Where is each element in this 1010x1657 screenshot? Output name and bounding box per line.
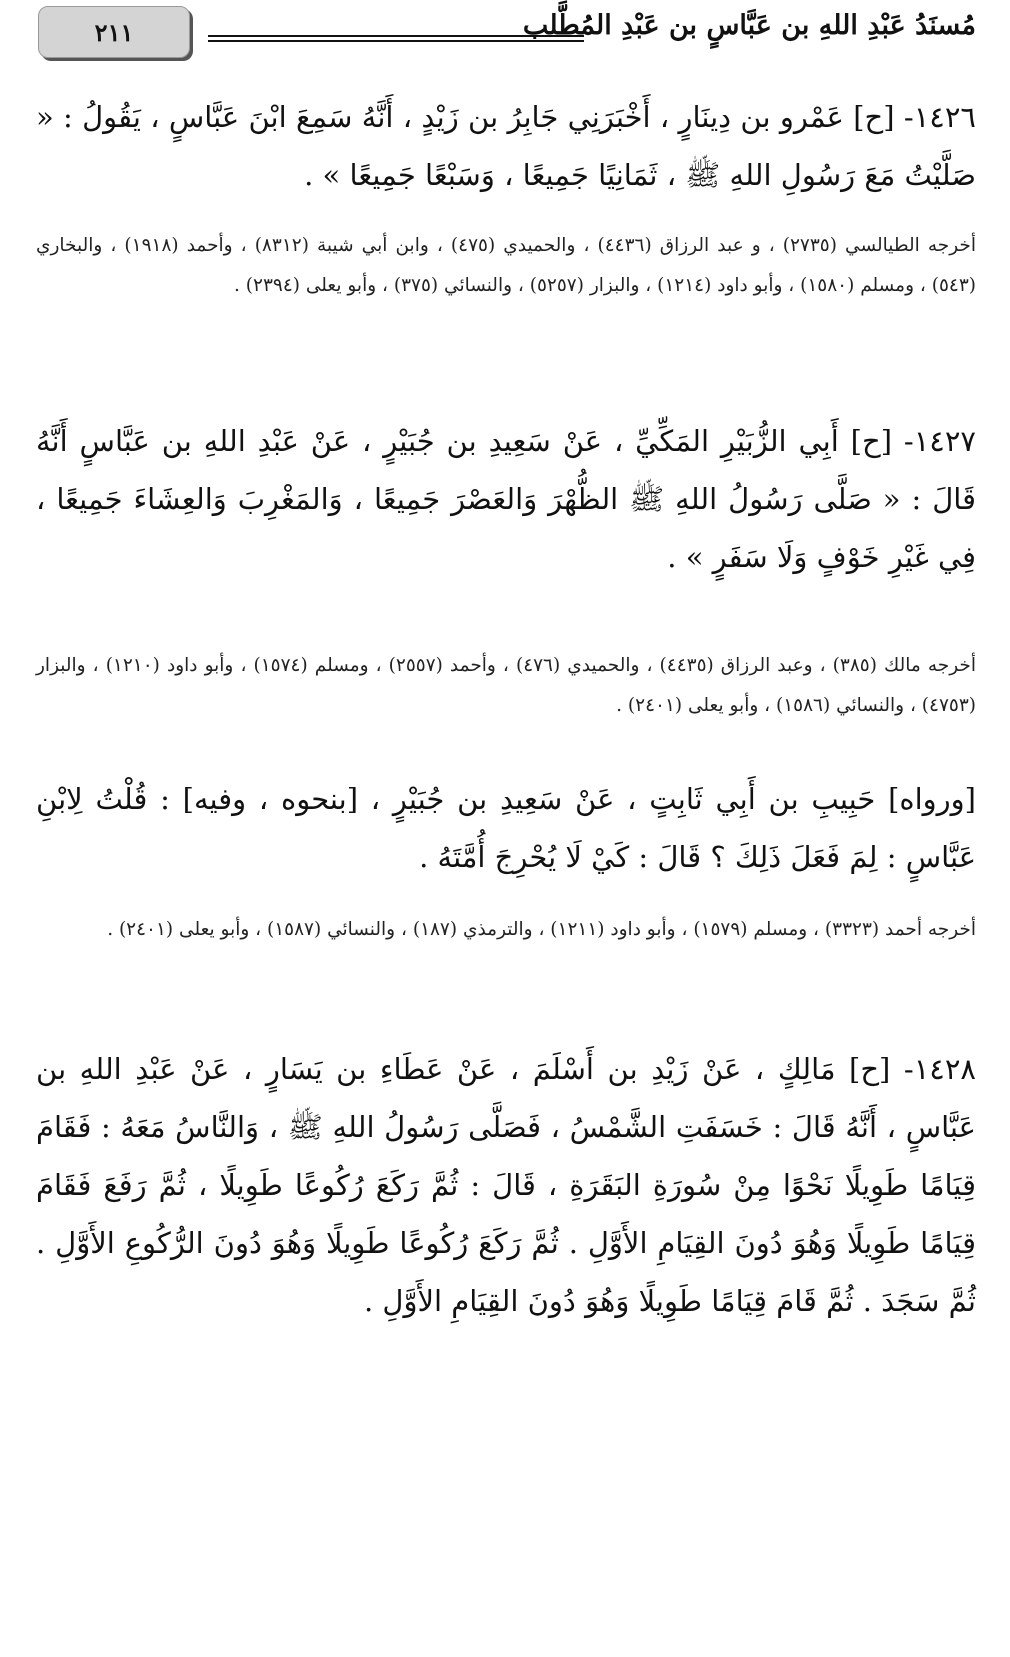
hadith-1426: ١٤٢٦- [ح] عَمْرو بن دِينَارٍ ، أَخْبَرَنِي جَابِرُ بن زَيْدٍ ، أَنَّهُ سَمِعَ ابْنَ عَبَّاسٍ ، يَقُولُ : « صَلَّيْتُ مَعَ رَسُولِ اللهِ ﷺ ، ثَمَانِيًا جَمِيعًا ، وَسَبْعًا جَمِيعًا » . bbox=[36, 100, 976, 192]
takhrij-1427-variant: أخرجه أحمد (٣٣٢٣) ، ومسلم (١٥٧٩) ، وأبو داود (١٢١١) ، والترمذي (١٨٧) ، والنسائي (١٥٨٧) ، وأبو يعلى (٢٤٠١) . bbox=[107, 919, 976, 940]
takhrij-1427: أخرجه مالك (٣٨٥) ، وعبد الرزاق (٤٤٣٥) ، والحميدي (٤٧٦) ، وأحمد (٢٥٥٧) ، ومسلم (١٥٧٤) ، وأبو داود (١٢١٠) ، والبزار (٤٧٥٣) ، والنسائي (١٥٨٦) ، وأبو يعلى (٢٤٠١) . bbox=[36, 655, 976, 716]
hadith-1427-variant: [ورواه] حَبِيبِ بن أَبِي ثَابِتٍ ، عَنْ سَعِيدِ بن جُبَيْرٍ ، [بنحوه ، وفيه] : قُلْتُ لِابْنِ عَبَّاسٍ : لِمَ فَعَلَ ذَلِكَ ؟ قَالَ : كَيْ لَا يُحْرِجَ أُمَّتَهُ . bbox=[36, 782, 976, 874]
hadith-1428: ١٤٢٨- [ح] مَالِكٍ ، عَنْ زَيْدِ بن أَسْلَمَ ، عَنْ عَطَاءِ بن يَسَارٍ ، عَنْ عَبْدِ اللهِ بن عَبَّاسٍ ، أَنَّهُ قَالَ : خَسَفَتِ الشَّمْسُ ، فَصَلَّى رَسُولُ اللهِ ﷺ ، وَالنَّاسُ مَعَهُ : فَقَامَ قِيَامًا طَوِيلًا نَحْوًا مِنْ سُورَةِ البَقَرَةِ ، قَالَ : ثُمَّ رَكَعَ رُكُوعًا طَوِيلًا ، ثُمَّ رَفَعَ فَقَامَ قِيَامًا طَوِيلًا وَهُوَ دُونَ القِيَامِ الأَوَّلِ . ثُمَّ رَكَعَ رُكُوعًا طَوِيلًا وَهُوَ دُونَ الرُّكُوعِ الأَوَّلِ . ثُمَّ سَجَدَ . ثُمَّ قَامَ قِيَامًا طَوِيلًا وَهُوَ دُونَ القِيَامِ الأَوَّلِ . bbox=[36, 1052, 976, 1318]
takhrij-1426: أخرجه الطيالسي (٢٧٣٥) ، و عبد الرزاق (٤٤٣٦) ، والحميدي (٤٧٥) ، وابن أبي شيبة (٨٣١٢) ، وأحمد (١٩١٨) ، والبخاري (٥٤٣) ، ومسلم (١٥٨٠) ، وأبو داود (١٢١٤) ، والبزار (٥٢٥٧) ، والنسائي (٣٧٥) ، وأبو يعلى (٢٣٩٤) . bbox=[36, 235, 976, 296]
running-title: مُسنَدُ عَبْدِ اللهِ بن عَبَّاسٍ بن عَبْدِ المُطَّلب bbox=[522, 10, 976, 41]
page-number: ٢١١ bbox=[94, 17, 134, 47]
page-number-badge bbox=[38, 6, 190, 58]
page-header bbox=[36, 4, 976, 60]
hadith-1427: ١٤٢٧- [ح] أَبِي الزُّبَيْرِ المَكِّيِّ ، عَنْ سَعِيدِ بن جُبَيْرٍ ، عَنْ عَبْدِ اللهِ بن عَبَّاسٍ أَنَّهُ قَالَ : « صَلَّى رَسُولُ اللهِ ﷺ الظُّهْرَ وَالعَصْرَ جَمِيعًا ، وَالمَغْرِبَ وَالعِشَاءَ جَمِيعًا ، فِي غَيْرِ خَوْفٍ وَلَا سَفَرٍ » . bbox=[36, 424, 976, 574]
